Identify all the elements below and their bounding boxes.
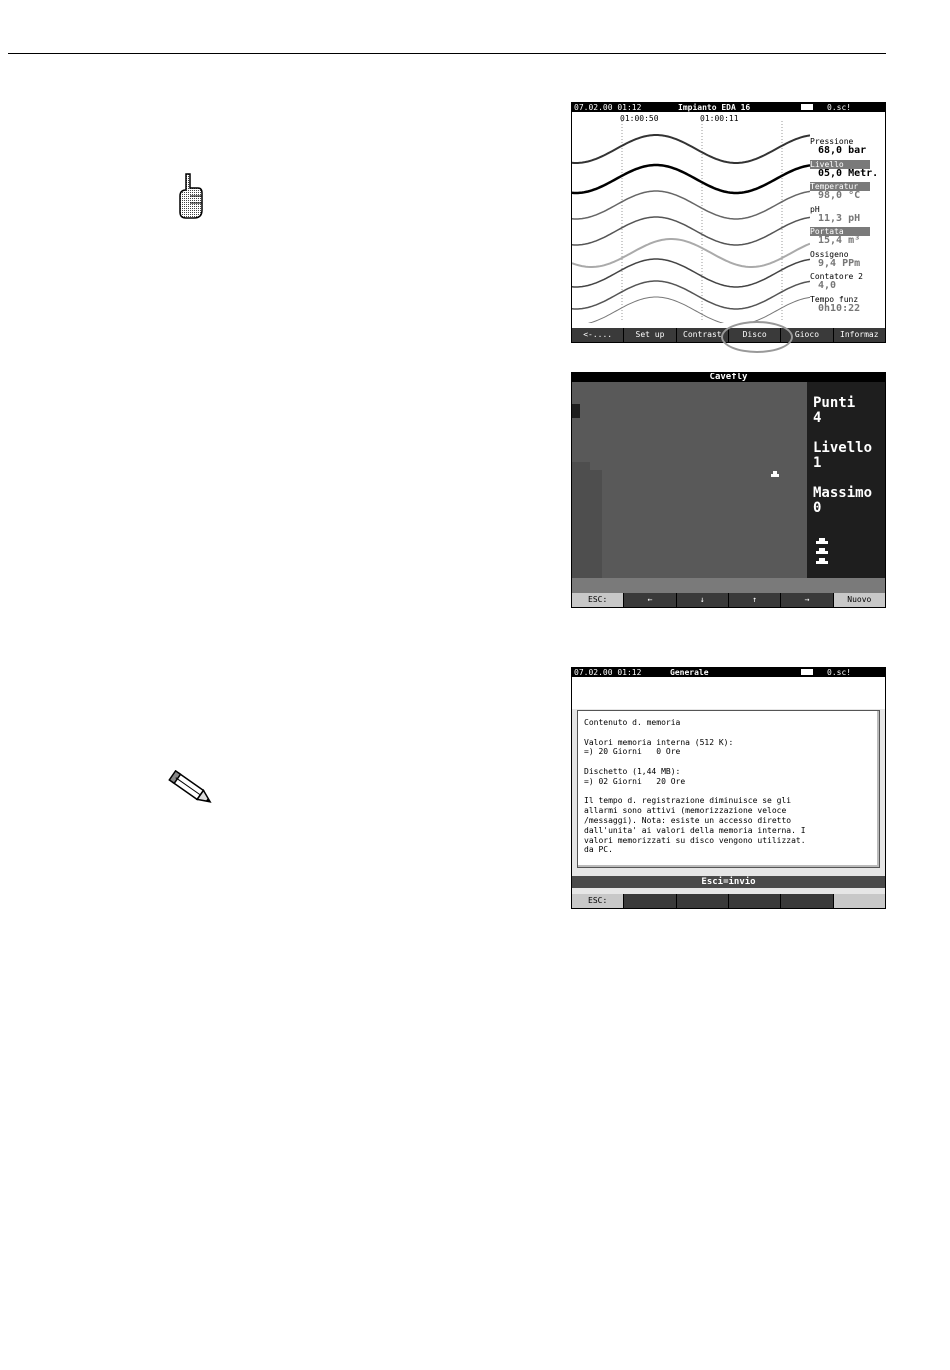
channel-value: 68,0 bar (818, 145, 867, 156)
points-value: 4 (813, 410, 822, 426)
channel-label: Tempo funz (810, 294, 859, 304)
info-line: Contenuto d. memoria (584, 718, 681, 727)
level-value: 1 (813, 455, 822, 471)
softkey-info[interactable]: Informaz (834, 328, 885, 342)
softkey-blank-5[interactable] (781, 894, 832, 908)
disk-icon (801, 104, 813, 110)
pointing-hand-icon (176, 172, 204, 224)
softkey-blank-4[interactable] (729, 894, 780, 908)
info-line: Dischetto (1,44 MB): (584, 767, 681, 776)
softkey-down[interactable]: ↓ (677, 593, 728, 607)
recorder-trend-screen (571, 102, 886, 343)
marker-2: 01:00:11 (700, 114, 739, 123)
channel-value: 05,0 Metr. (818, 167, 879, 179)
channel-label: Livello (810, 160, 870, 169)
trend-trace (572, 135, 810, 163)
screen3-title: Generale (670, 668, 709, 677)
screen1-status: 0.sc! (827, 103, 852, 112)
ship-icon (768, 463, 780, 469)
softkey-new-game[interactable]: Nuovo (834, 593, 885, 607)
max-label: Massimo (813, 485, 873, 501)
screen3-title-bar (572, 668, 885, 677)
softkey-right[interactable]: → (781, 593, 832, 607)
info-line: =) 20 Giorni 0 Ore (584, 747, 681, 757)
trend-trace (572, 297, 810, 323)
softkey-left[interactable]: ← (624, 593, 675, 607)
softkey-esc[interactable]: ESC: (572, 593, 623, 607)
cave-wall (572, 404, 580, 418)
trend-trace (572, 217, 810, 245)
channel-value: 4,0 (818, 280, 837, 291)
softkey-back[interactable]: <-.... (572, 328, 623, 342)
game-status-strip (572, 578, 885, 593)
trend-plot (572, 121, 810, 323)
screen1-title: Impianto EDA 16 (678, 103, 751, 112)
softkey-setup[interactable]: Set up (624, 328, 675, 342)
marker-1: 01:00:50 (620, 114, 659, 123)
channel-value: 98,0 °C (818, 190, 861, 201)
game-scoreboard (807, 382, 885, 578)
screen1-datetime: 07.02.00 01:12 (574, 103, 642, 112)
channel-value: 0h10:22 (818, 302, 861, 314)
channel-label: Pressione (810, 137, 854, 146)
info-line: da PC. (584, 845, 613, 855)
screen3-status: 0.sc! (827, 668, 852, 677)
screen3-softkeys (572, 894, 885, 908)
info-line: /messaggi). Nota: esiste un accesso diretto (584, 816, 792, 825)
softkey-blank-3[interactable] (677, 894, 728, 908)
top-rule (8, 53, 886, 54)
channel-label: pH (810, 204, 820, 214)
softkey-up[interactable]: ↑ (729, 593, 780, 607)
softkey-game[interactable]: Gioco (781, 328, 832, 342)
info-line: allarmi sono attivi (memorizzazione veloce (584, 806, 787, 816)
screen2-softkeys (572, 593, 885, 607)
softkey-blank-2[interactable] (624, 894, 675, 908)
info-line: Il tempo d. registrazione diminuisce se gli (584, 796, 792, 806)
game-playfield[interactable] (572, 382, 807, 578)
trend-trace (572, 165, 810, 193)
points-label: Punti (813, 395, 856, 411)
memory-info-box (577, 710, 880, 868)
exit-enter-bar: Esci=invio (572, 876, 885, 888)
trend-trace (572, 239, 810, 267)
disco-highlight-circle (721, 321, 793, 353)
cavefly-game-screen (571, 372, 886, 608)
level-label: Livello (813, 440, 873, 456)
max-value: 0 (813, 500, 822, 516)
screen1-title-bar (572, 103, 885, 112)
info-line: =) 02 Giorni 20 Ore (584, 776, 686, 786)
softkey-esc[interactable]: ESC: (572, 894, 623, 908)
channel-label: Contatore 2 (810, 272, 863, 281)
trend-trace (572, 191, 810, 219)
info-line: Valori memoria interna (512 K): (584, 737, 734, 747)
general-info-screen (571, 667, 886, 909)
game-title: Cavefly (572, 373, 885, 382)
pencil-icon (166, 770, 216, 812)
channel-value: 9,4 PPm (818, 257, 861, 269)
screen3-datetime: 07.02.00 01:12 (574, 668, 642, 677)
screen3-header-space (572, 677, 885, 709)
trend-trace (572, 281, 810, 309)
info-line: dall'unita' ai valori della memoria interna. I (584, 825, 806, 835)
channel-label: Ossigeno (810, 249, 849, 259)
channel-label: Portata (810, 227, 870, 236)
channel-value: 11,3 pH (818, 212, 861, 224)
cave-rock (586, 470, 602, 578)
channel-label: Temperatur (810, 182, 870, 191)
softkey-contrast[interactable]: Contrast (677, 328, 728, 342)
softkey-disk[interactable]: Disco (729, 328, 780, 342)
info-line: valori memorizzati su disco vengono utilizzat. (584, 835, 806, 845)
softkey-blank-6[interactable] (834, 894, 885, 908)
disk-icon (801, 669, 813, 675)
channel-value: 15,4 m³ (818, 235, 861, 246)
lives-ship-icon (815, 550, 829, 569)
